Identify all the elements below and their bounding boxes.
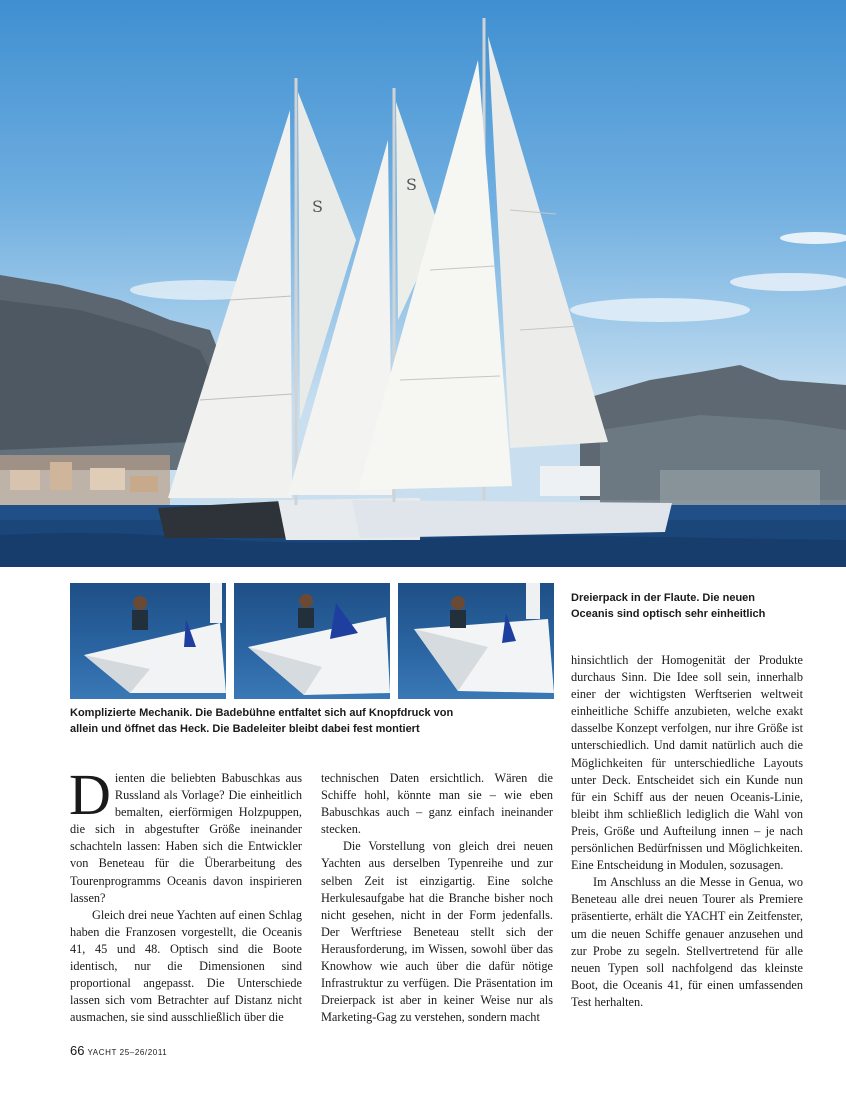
magazine-issue: YACHT 25–26/2011 [87,1048,168,1057]
article-paragraph: Die Vorstellung von gleich drei neuen Yachten aus derselben Typenreihe und zur selben Zeit ist einzigartig. Eine solche Herkulesaufgabe hat die Branche bisher noch nicht gesehen, nicht in der Form jedenfalls. Der Werftriese Beneteau stellt sich der Herausforderung, im Wissen, sowohl über das Knowhow wie auch über die dafür nötige Infrastruktur zu verfügen. Die Präsentation im Dreierpack ist aber in keiner Weise nur als Marketing-Gag zu verstehen, sondern macht [321,839,553,1025]
thumbnail-photo-2 [234,583,390,699]
dropcap-letter: D [69,762,111,827]
thumbnails-caption: Komplizierte Mechanik. Die Badebühne entfaltet sich auf Knopfdruck von allein und öffnet das Heck. Die Badeleiter bleibt dabei fest montiert [70,707,454,735]
page-number: 66 [70,1043,85,1058]
thumbnail-photo-1 [70,583,226,699]
thumbnail-photo-3 [398,583,554,699]
article-paragraph: hinsichtlich der Homogenität der Produkte durchaus Sinn. Die Idee soll sein, innerhalb einer der wichtigsten Werftserien weltweit einheitliche Schiffe anzubieten, welche exakt dasselbe Konzept verfolgen, nur ihre Größe ist unterschiedlich. Und damit natürlich auch die Möglichkeiten für unterschiedliche Layouts unter Deck. Entscheidet sich ein Kunde nun für ein Schiff aus der neuen Oceanis-Linie, bleibt ihm schließlich lediglich die Wahl von Preis, Größe und Aufteilung innen – je nach persönlichen Bedürfnissen und Möglichkeiten. Eine Entscheidung in Modulen, sozusagen. [571,653,803,873]
article-paragraph: Gleich drei neue Yachten auf einen Schlag haben die Franzosen vorgestellt, die Oceanis 41, 45 und 48. Optisch sind die Boote identisch, nur die Dimensionen sind proportional angepasst. Die Unterschiede lassen sich vom Betrachter auf Distanz nicht ausmachen, sie sind ausschließlich über die [70,907,302,1025]
article-paragraph: ienten die beliebten Babuschkas aus Russland als Vorlage? Die einheitlich bemalten, eierförmigen Holzpuppen, die sich in abgestufter Größe ineinander schachteln lassen: Haben sich die Entwickler von Beneteau für die Überarbeitung des Tourenprogramms Oceanis davon inspirieren lassen? [70,771,302,905]
article-paragraph: technischen Daten ersichtlich. Wären die Schiffe hohl, könnte man sie – wie eben Babuschkas auch – ganz einfach ineinander stecken. [321,771,553,837]
sail-logo: S [312,197,323,216]
photo-caption: Dreierpack in der Flaute. Die neuen Oceanis sind optisch sehr einheitlich [571,592,766,620]
page-footer [70,1042,167,1060]
article-column-2 [321,770,553,1026]
article-paragraph: Im Anschluss an die Messe in Genua, wo Beneteau alle drei neuen Tourer als Premiere präsentierte, erhält die YACHT ein Zeitfenster, um die neuen Schiffe genauer anzusehen und zur Probe zu segeln. Stellvertretend für alle neuen Typen soll nachfolgend das kleinste Boot, die Oceanis 41, für einen umfassenden Test herhalten. [571,875,803,1009]
article-column-3 [571,652,803,1011]
article-column-1 [69,762,302,1026]
sail-logo: S [406,175,417,194]
